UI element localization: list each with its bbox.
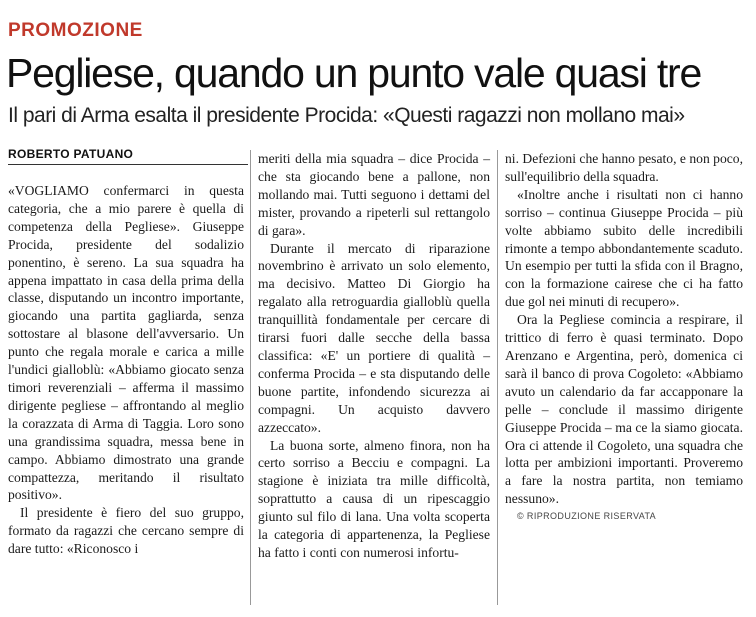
column-divider [497,150,498,605]
column-divider [250,150,251,605]
paragraph: Ora la Pegliese comincia a respirare, il trittico di ferro è quasi terminato. Dopo Arenzano e Argentina, però, domenica ci sarà il banco di prova Cogoleto: «Abbiamo avuto un calendario da far accapponare la pelle – conclude il massimo dirigente Giuseppe Procida – ma ce la siamo giocata. Ora ci attende il Cogoleto, una squadra che lotta per ambizioni importanti. Proveremo a fare la nostra partita, non temiamo nessuno». [505,312,743,507]
subheadline: Il pari di Arma esalta il presidente Procida: «Questi ragazzi non mollano mai» [8,104,685,127]
byline-rule [8,164,248,165]
paragraph: Durante il mercato di riparazione novembrino è arrivato un solo elemento, ma decisivo. Matteo Di Giorgio ha regalato alla retroguardia gialloblù quella tranquillità fondamentale per cercare di tirarsi fuori dalle secche della bassa classifica: «E' un portiere di qualità – conferma Procida – e sta disputando delle buone partite, infondendo sicurezza ai compagni. Un acquisto davvero azzeccato». [258,240,490,435]
byline: ROBERTO PATUANO [8,147,134,161]
article-column-3 [505,150,743,526]
paragraph: meriti della mia squadra – dice Procida – che sta giocando bene a pallone, non mollando mai. Tutti seguono i dettami del mister, provando a ripeterli sul rettangolo di gara». [258,151,490,238]
article-column-1 [8,182,244,558]
paragraph: «Inoltre anche i risultati non ci hanno sorriso – continua Giuseppe Procida – più volte abbiamo subito delle incredibili rimonte a tempo abbondantemente scaduto. Un esempio per tutti la sfida con il Bragno, con la formazione cairese che ci ha fatto due gol nei minuti di recupero». [505,186,743,310]
paragraph: Il presidente è fiero del suo gruppo, formato da ragazzi che cercano sempre di dare tutto: «Riconosco i [8,505,244,557]
paragraph: La buona sorte, almeno finora, non ha certo sorriso a Becciu e compagni. La stagione è iniziata tra mille difficoltà, soprattutto a causa di un ripescaggio giunto sul filo di lana. Una volta scoperta la categoria di appartenenza, la Pegliese ha fatto i conti con numerosi infortu- [258,437,490,560]
copyright-notice: © RIPRODUZIONE RISERVATA [517,511,657,522]
headline: Pegliese, quando un punto vale quasi tre [6,50,702,96]
paragraph: «VOGLIAMO confermarci in questa categoria, che a mio parere è quella di competenza della Pegliese». Giuseppe Procida, presidente del sodalizio ponentino, è sereno. La sua squadra ha appena impattato in casa della prima della classe, disputando un incontro importante, giocando una partita gagliarda, senza sottostare al blasone dell'avversario. Un punto che regala morale e carica a mille l'undici gialloblù: «Abbiamo giocato senza timori reverenziali – afferma il massimo dirigente pegliese – affrontando al meglio la corazzata di Arma di Taggia. Loro sono una grandissima squadra, messa bene in campo. Abbiamo dimostrato una grande compattezza, meritando il risultato positivo». [8,183,244,503]
article-column-2 [258,150,490,562]
paragraph: ni. Defezioni che hanno pesato, e non poco, sull'equilibrio della squadra. [505,151,743,184]
section-kicker: PROMOZIONE [8,20,143,41]
